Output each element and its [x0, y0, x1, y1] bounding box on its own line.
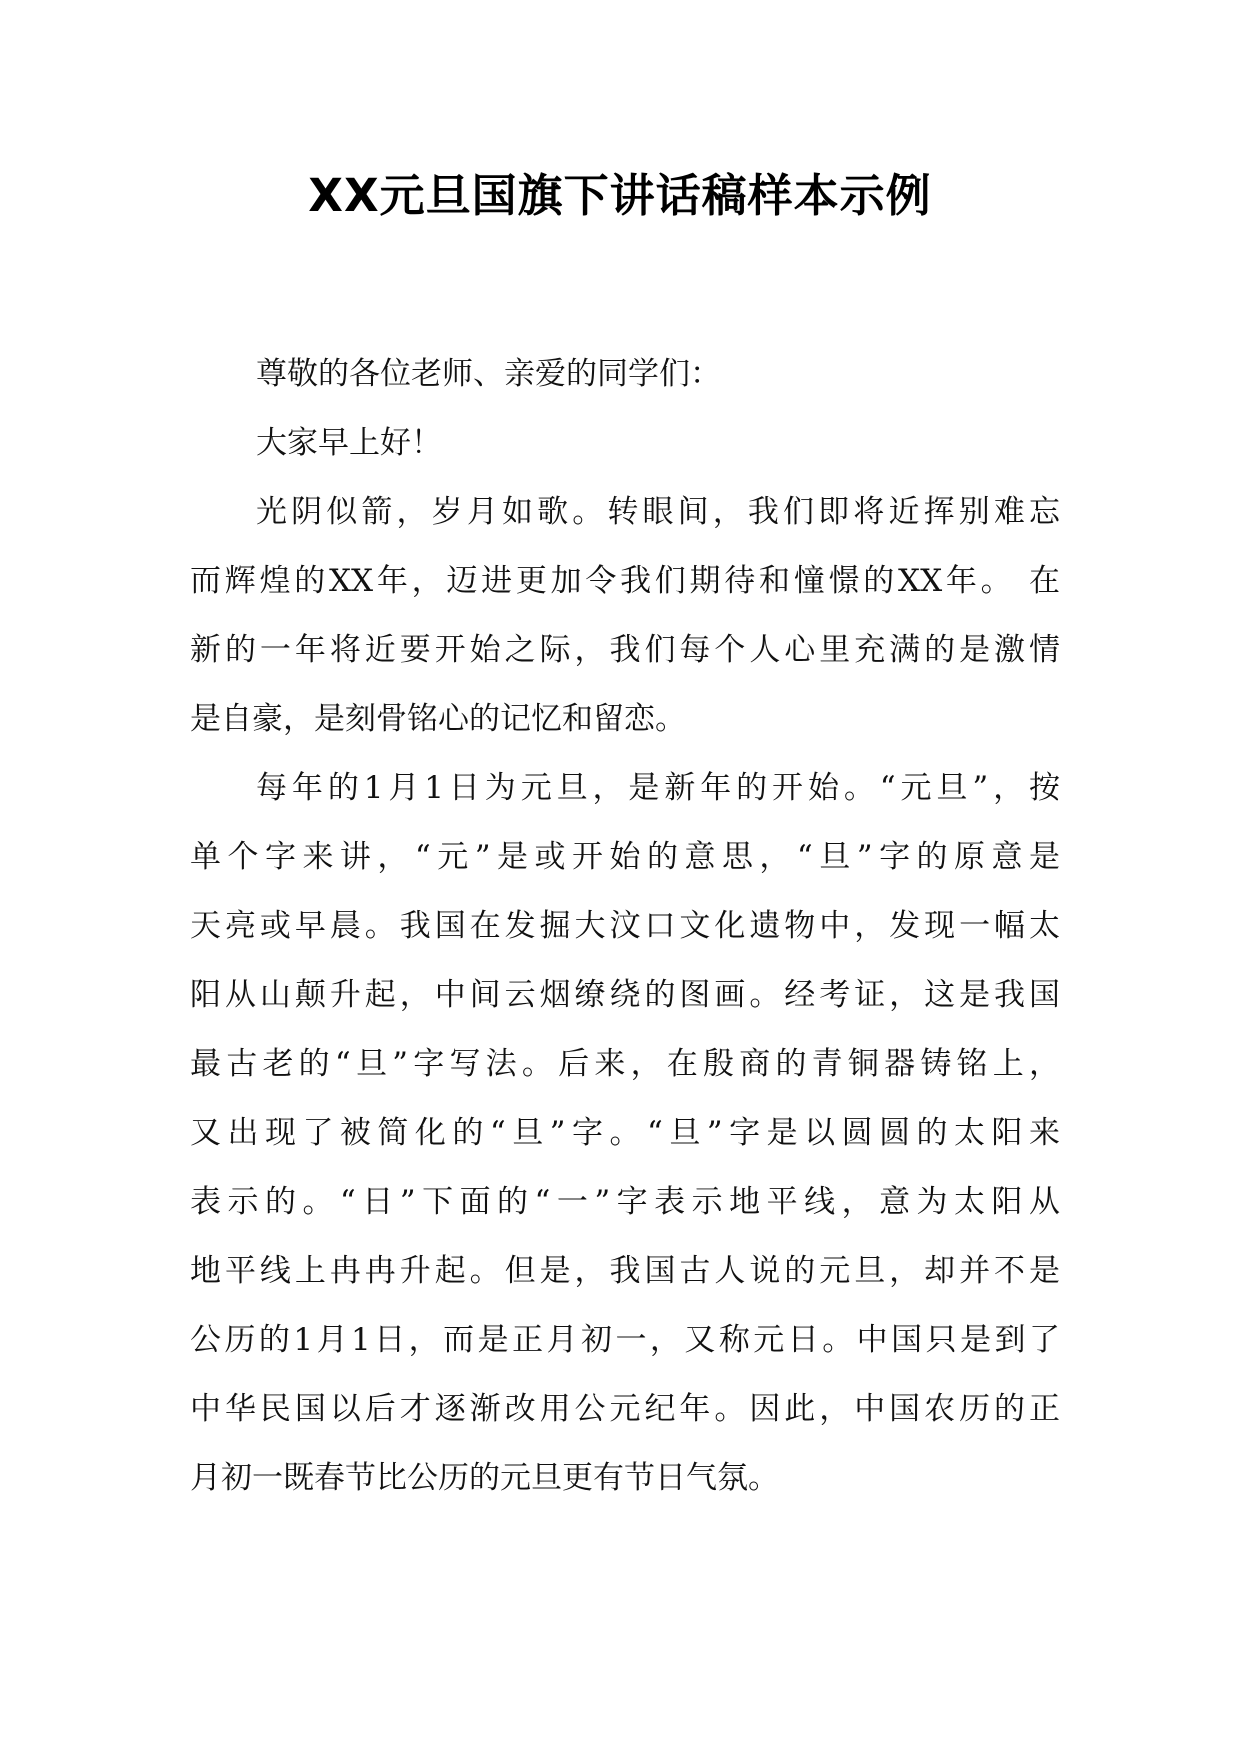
paragraph-line: 表示的。“日”下面的“一”字表示地平线，意为太阳从 [190, 1184, 1060, 1220]
paragraph-line: 中华民国以后才逐渐改用公元纪年。因此，中国农历的正 [190, 1391, 1060, 1427]
paragraph-line: 光阴似箭，岁月如歌。转眼间，我们即将近挥别难忘 [256, 494, 1060, 530]
paragraph-line: 地平线上冉冉升起。但是，我国古人说的元旦，却并不是 [190, 1253, 1060, 1289]
paragraph-line: 最古老的“旦”字写法。后来，在殷商的青铜器铸铭上， [190, 1046, 1060, 1082]
paragraph-line: 月初一既春节比公历的元旦更有节日气氛。 [190, 1460, 779, 1496]
paragraph-line: 天亮或早晨。我国在发掘大汶口文化遗物中，发现一幅太 [190, 908, 1060, 944]
document-body [190, 340, 1060, 1513]
paragraph-line: 大家早上好！ [256, 425, 442, 461]
document-title: XX元旦国旗下讲话稿样本示例 [308, 169, 932, 222]
paragraph-history [190, 754, 1060, 1513]
paragraph-line: 公历的1月1日，而是正月初一，又称元日。中国只是到了 [190, 1322, 1060, 1358]
paragraph-line: 每年的1月1日为元旦，是新年的开始。“元旦”，按 [256, 770, 1060, 806]
paragraph-morning [190, 409, 1060, 478]
paragraph-line: 阳从山颠升起，中间云烟缭绕的图画。经考证，这是我国 [190, 977, 1060, 1013]
paragraph-line: 是自豪，是刻骨铭心的记忆和留恋。 [190, 701, 686, 737]
paragraph-line: 单个字来讲，“元”是或开始的意思，“旦”字的原意是 [190, 839, 1060, 875]
paragraph-intro [190, 478, 1060, 754]
paragraph-line: 又出现了被简化的“旦”字。“旦”字是以圆圆的太阳来 [190, 1115, 1060, 1151]
paragraph-line: 而辉煌的XX年，迈进更加令我们期待和憧憬的XX年。 在 [190, 563, 1060, 599]
paragraph-line: 新的一年将近要开始之际，我们每个人心里充满的是激情 [190, 632, 1060, 668]
paragraph-line: 尊敬的各位老师、亲爱的同学们： [256, 356, 721, 392]
paragraph-greeting [190, 340, 1060, 409]
